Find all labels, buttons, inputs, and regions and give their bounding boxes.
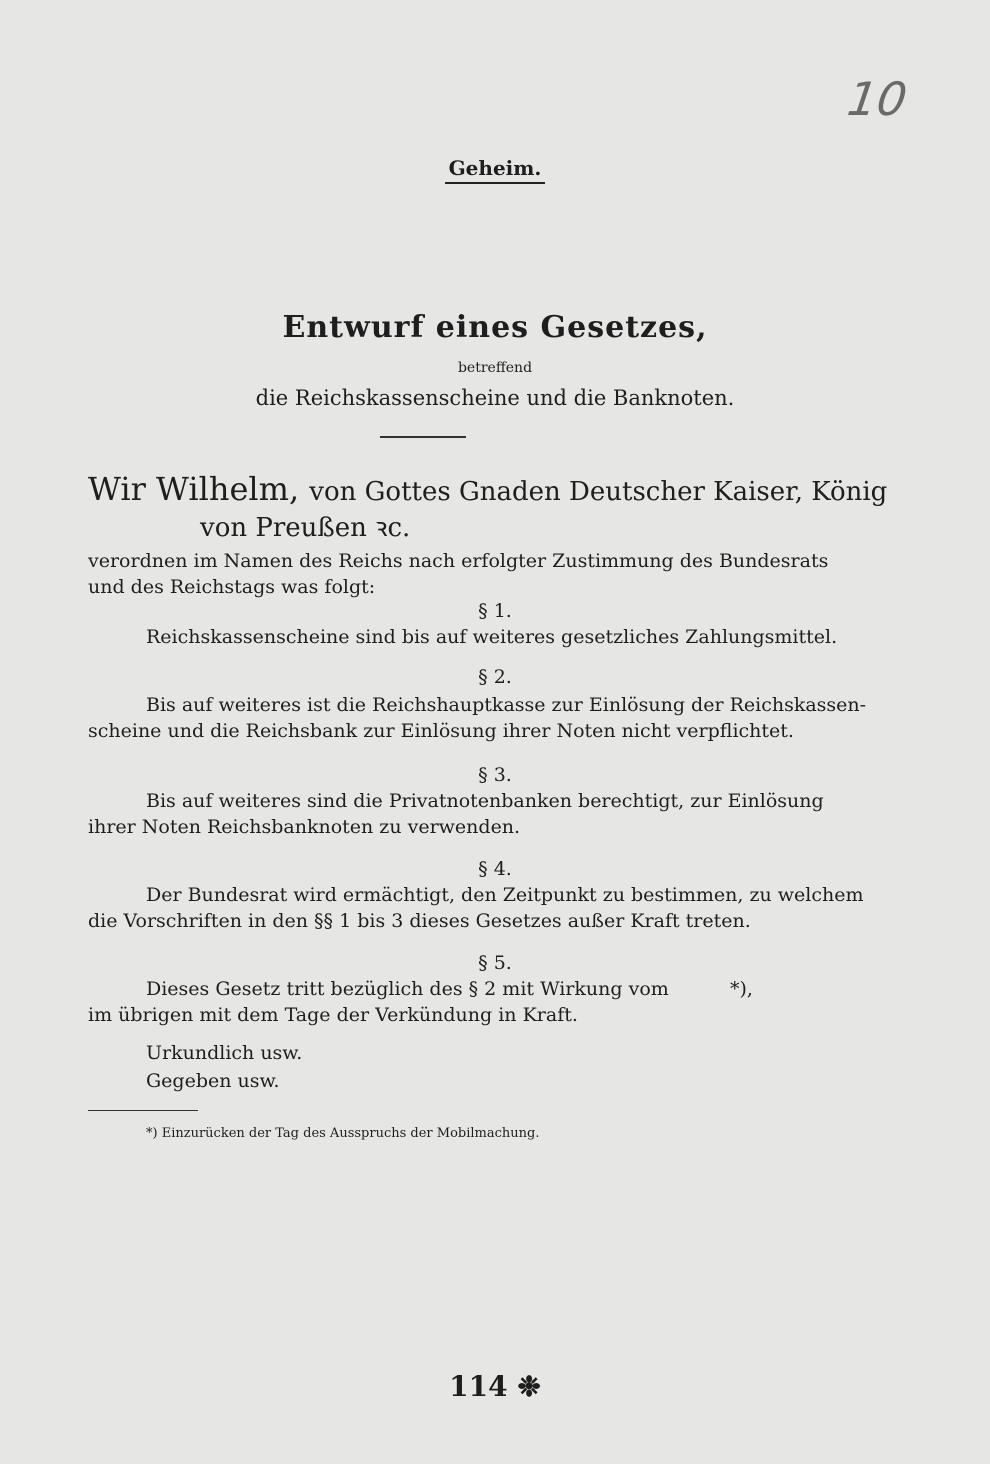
footnote: *) Einzurücken der Tag des Ausspruchs der Mobilmachung. (146, 1126, 540, 1141)
section-2-label: § 2. (478, 666, 512, 688)
closing-given: Gegeben usw. (146, 1070, 280, 1092)
section-3-label: § 3. (478, 764, 512, 786)
section-4-line-1: Der Bundesrat wird ermächtigt, den Zeitpunkt zu bestimmen, zu welchem (146, 884, 864, 906)
section-4-line-2: die Vorschriften in den §§ 1 bis 3 dieses Gesetzes außer Kraft treten. (88, 910, 751, 932)
section-5-line-2: im übrigen mit dem Tage der Verkündung in Kraft. (88, 1004, 578, 1026)
title-subject: die Reichskassenscheine und die Banknoten. (255, 386, 735, 410)
preamble-line-3: verordnen im Namen des Reichs nach erfolgter Zustimmung des Bundesrats (88, 550, 829, 572)
title-concerning: betreffend (457, 360, 533, 376)
section-4-label: § 4. (478, 858, 512, 880)
section-2-line-1: Bis auf weiteres ist die Reichshauptkasse zur Einlösung der Reichskassen- (146, 694, 867, 716)
title-divider (380, 436, 466, 438)
secret-label (0, 156, 990, 180)
document-title: Entwurf eines Gesetzes, (282, 310, 708, 345)
section-3-line-2: ihrer Noten Reichsbanknoten zu verwenden. (88, 816, 521, 838)
section-1-line-1: Reichskassenscheine sind bis auf weiteres gesetzliches Zahlungsmittel. (146, 626, 838, 648)
preamble-sovereign: Wir Wilhelm, (88, 470, 300, 508)
section-5-line-1-right: *), (730, 978, 753, 1000)
printed-page-number: 114 ❉ (449, 1370, 541, 1403)
preamble-line-1 (88, 470, 887, 508)
section-2-line-2: scheine und die Reichsbank zur Einlösung ihrer Noten nicht verpflichtet. (88, 720, 794, 742)
preamble-titles: von Gottes Gnaden Deutscher Kaiser, König (309, 477, 888, 507)
secret-label-text: Geheim. (445, 156, 546, 184)
section-3-line-1: Bis auf weiteres sind die Privatnotenbanken berechtigt, zur Einlösung (146, 790, 824, 812)
preamble-line-2: von Preußen ꝛc. (200, 513, 411, 543)
preamble-line-4: und des Reichstags was folgt: (88, 576, 376, 598)
section-5-label: § 5. (478, 952, 512, 974)
closing-certified: Urkundlich usw. (146, 1042, 303, 1064)
handwritten-page-number: 10 (844, 72, 911, 126)
footnote-divider (88, 1110, 198, 1111)
section-5-line-1-left: Dieses Gesetz tritt bezüglich des § 2 mit Wirkung vom (146, 978, 669, 1000)
section-1-label: § 1. (478, 600, 512, 622)
